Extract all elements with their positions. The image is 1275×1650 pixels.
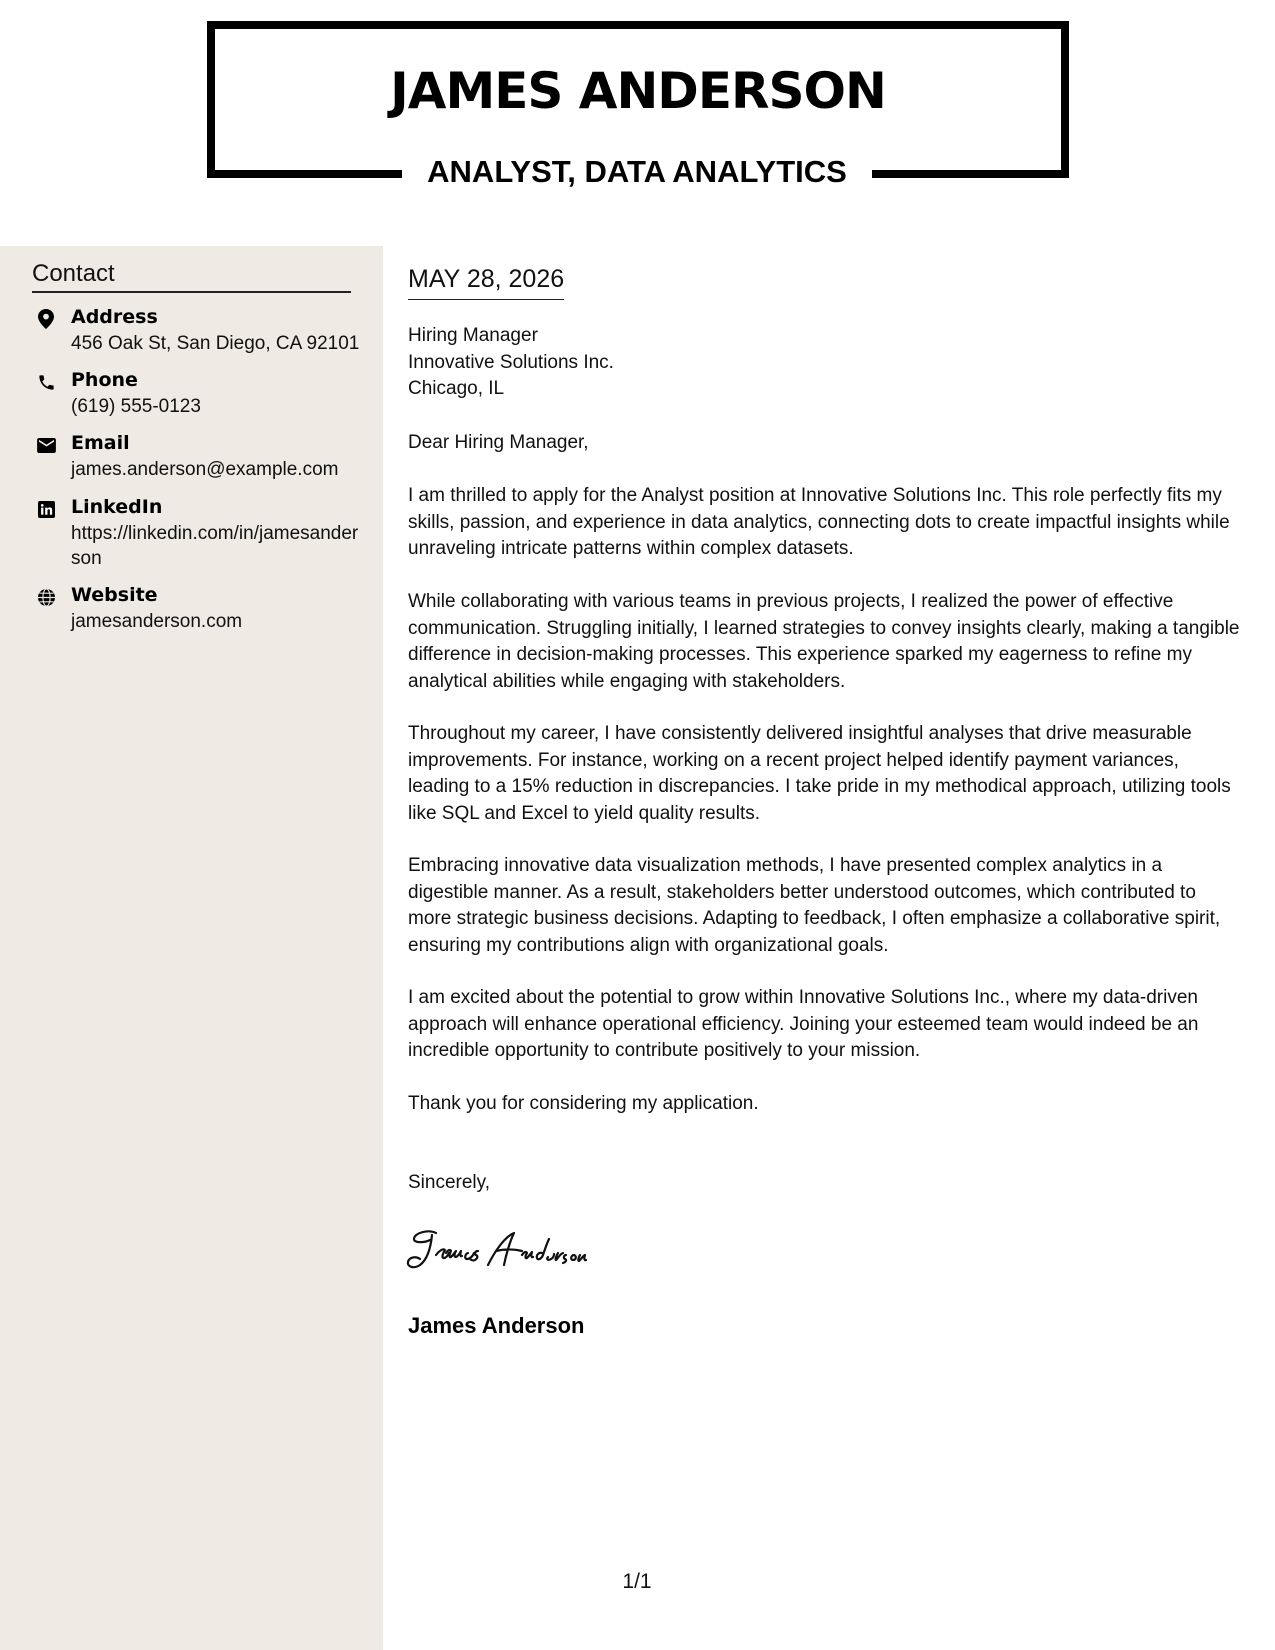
- address-label: Address: [71, 306, 158, 328]
- job-title: ANALYST, DATA ANALYTICS: [427, 154, 847, 189]
- phone-value: (619) 555-0123: [71, 396, 201, 417]
- letter-paragraph: I am thrilled to apply for the Analyst position at Innovative Solutions Inc. This role perfectly fits my skills, passion, and experience in data analytics, connecting dots to create impactful insights while unraveling intricate patterns within complex datasets.: [408, 485, 1230, 559]
- recipient-location: Chicago, IL: [408, 378, 505, 399]
- letter-paragraph: Thank you for considering my application.: [408, 1093, 759, 1114]
- email-label: Email: [71, 432, 130, 454]
- address-value: 456 Oak St, San Diego, CA 92101: [71, 333, 360, 354]
- letter-paragraph: I am excited about the potential to grow within Innovative Solutions Inc., where my data-driven approach will enhance operational efficiency. Joining your esteemed team would indeed be an incredible opportunity to contribute positively to your mission.: [408, 987, 1199, 1061]
- phone-label: Phone: [71, 369, 138, 391]
- recipient-block: [408, 323, 614, 403]
- recipient-name: Hiring Manager: [408, 325, 538, 346]
- handwritten-signature: [406, 1225, 676, 1280]
- closing: Sincerely,: [408, 1172, 491, 1193]
- envelope-icon: [36, 435, 56, 455]
- letter-paragraph: While collaborating with various teams in previous projects, I realized the power of effective communication. Struggling initially, I learned strategies to convey insights clearly, making a tangible difference in decision-making processes. This experience sparked my eagerness to refine my analytical abilities while engaging with stakeholders.: [408, 591, 1240, 692]
- contact-heading: Contact: [32, 260, 351, 293]
- website-label: Website: [71, 584, 158, 606]
- job-title-band: [402, 150, 872, 200]
- website-value[interactable]: jamesanderson.com: [71, 611, 243, 632]
- email-value: james.anderson@example.com: [71, 459, 339, 480]
- page-number: 1/1: [622, 1570, 652, 1593]
- signer-name: James Anderson: [408, 1313, 585, 1338]
- globe-icon: [36, 587, 56, 607]
- linkedin-icon: [36, 499, 56, 519]
- salutation: Dear Hiring Manager,: [408, 432, 589, 453]
- letter-date: MAY 28, 2026: [408, 265, 564, 300]
- letter-paragraph: Throughout my career, I have consistently delivered insightful analyses that drive measurable improvements. For instance, working on a recent project helped identify payment variances, leading to a 15% reduction in discrepancies. I take pride in my methodical approach, utilizing tools like SQL and Excel to yield quality results.: [408, 723, 1231, 824]
- phone-icon: [36, 372, 56, 392]
- linkedin-label: LinkedIn: [71, 496, 163, 518]
- linkedin-value[interactable]: https://linkedin.com/in/jamesanderson: [71, 523, 359, 569]
- applicant-name: JAMES ANDERSON: [390, 62, 886, 120]
- map-pin-icon: [36, 309, 56, 329]
- letter-paragraph: Embracing innovative data visualization methods, I have presented complex analytics in a digestible manner. As a result, stakeholders better understood outcomes, which contributed to more strategic business decisions. Adapting to feedback, I often emphasize a collaborative spirit, ensuring my contributions align with organizational goals.: [408, 855, 1221, 956]
- recipient-company: Innovative Solutions Inc.: [408, 351, 614, 373]
